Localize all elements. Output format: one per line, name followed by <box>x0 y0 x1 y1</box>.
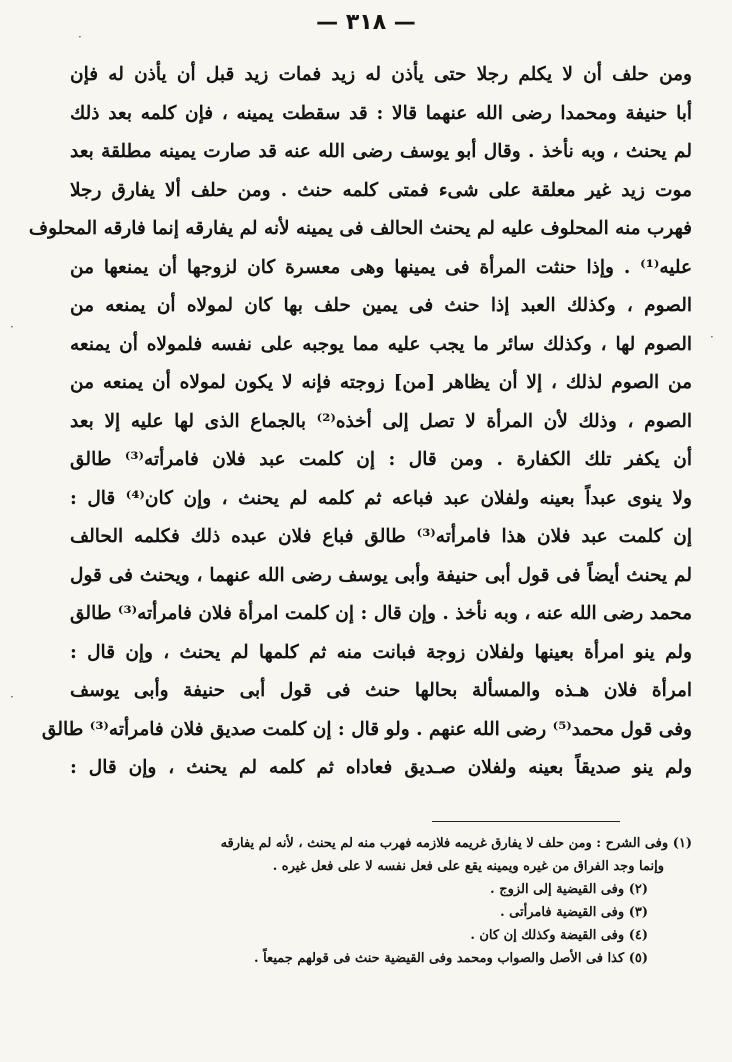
margin-dot: · <box>10 690 14 704</box>
footnote: (١) وفى الشرح : ومن حلف لا يفارق غريمه فلازمه فهرب منه لم يحنث ، لأنه لم يفارقه <box>220 836 692 851</box>
text-line: ولم ينو صديقاً بعينه ولفلان صـديق فعاداه ثم كلمه لم يحنث ، وإن قال : <box>70 757 692 778</box>
text-line: الصوم لها ، وكذلك سائر ما يجب عليه مما يوجبه على نفسه فلمولاه أن يمنعه <box>70 333 692 355</box>
footnote-divider <box>432 821 620 822</box>
footnote: (٢) وفى القيضية إلى الزوج . <box>490 882 648 897</box>
text-line: الصوم ، وذلك لأن المرأة لا تصل إلى أخذه⁽²⁾ بالجماع الذى لها عليه إلا بعد <box>70 410 692 432</box>
text-line: إن كلمت عبد فلان هذا فامرأته⁽³⁾ طالق فباع فلان عبده ذلك فكلمه الحالف <box>70 526 692 547</box>
text-line: موت زيد غير معلقة على شىء فمتى كلمه حنث . ومن حلف ألا يفارق رجلا <box>70 179 692 201</box>
text-line: محمد رضى الله عنه ، وبه نأخذ . وإن قال : إن كلمت امرأة فلان فامرأته⁽³⁾ طالق <box>70 603 692 624</box>
footnote: (٣) وفى القيضية فامرأتى . <box>500 905 648 920</box>
text-line: فهرب منه المحلوف عليه لم يحنث الحالف فى يمينه لأنه لم يفارقه إنما فارقه المحلوف <box>28 218 692 239</box>
text-line: ومن حلف أن لا يكلم رجلا حتى يأذن له زيد فمات زيد قبل أن يأذن له فإن <box>70 64 692 85</box>
footnote: (٤) وفى القيضة وكذلك إن كان . <box>470 928 648 943</box>
page-number: — ٣١٨ — <box>316 10 416 35</box>
text-line: أن يكفر تلك الكفارة . ومن قال : إن كلمت عبد فلان فامرأته⁽³⁾ طالق <box>70 449 692 470</box>
text-line: لم يحنث أيضاً فى قول أبى حنيفة وأبى يوسف رضى الله عنهما ، ويحنث فى قول <box>70 564 692 586</box>
text-line: ولم ينو امرأة بعينها ولفلان زوجة فبانت منه ثم كلمها لم يحنث ، وإن قال : <box>70 641 692 663</box>
text-line: ولا ينوى عبداً بعينه ولفلان عبد فباعه ثم كلمه لم يحنث ، وإن كان⁽⁴⁾ قال : <box>70 487 692 509</box>
text-line: لم يحنث ، وبه نأخذ . وقال أبو يوسف رضى الله عنه قد صارت يمينه مطلقة بعد <box>70 141 692 162</box>
text-line: امرأة فلان هـذه والمسألة بحالها حنث فى قول أبى حنيفة وأبى يوسف <box>70 680 692 701</box>
text-line: من الصوم لذلك ، إلا أن يظاهر [من] زوجته فإنه لا يكون لمولاه أن يمنعه من <box>70 372 692 393</box>
text-line: الصوم ، وكذلك العبد إذا حنث فى يمين حلف بها كان لمولاه أن يمنعه من <box>70 295 692 316</box>
text-line: عليه⁽¹⁾ . وإذا حنثت المرأة فى يمينها وهى معسرة كان لزوجها أن يمنعها من <box>70 256 692 278</box>
margin-dot: · <box>78 30 82 44</box>
margin-dot: · <box>710 330 714 344</box>
margin-dot: · <box>10 320 14 334</box>
text-line: وفى قول محمد⁽⁵⁾ رضى الله عنهم . ولو قال : إن كلمت صديق فلان فامرأته⁽³⁾ طالق <box>41 718 692 740</box>
footnotes <box>70 832 692 970</box>
footnote: (٥) كذا فى الأصل والصواب ومحمد وفى القيضية حنث فى قولهم جميعاً . <box>254 951 648 966</box>
text-line: أبا حنيفة ومحمدا رضى الله عنهما قالا : قد سقطت يمينه ، فإن كلمه بعد ذلك <box>70 102 692 124</box>
body-text <box>28 56 692 788</box>
footnote-continuation: وإنما وجد الفراق من غيره ويمينه يقع على فعل نفسه لا على فعل غيره . <box>272 859 664 874</box>
